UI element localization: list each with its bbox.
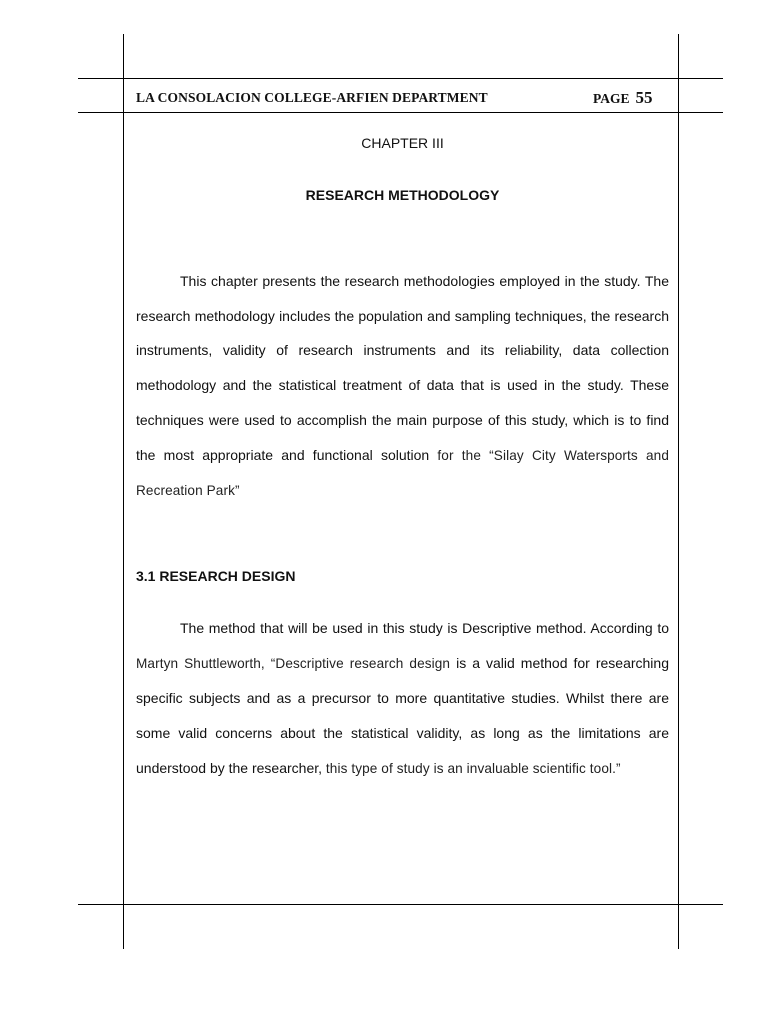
footer-rule — [78, 904, 723, 905]
intro-paragraph — [136, 264, 669, 509]
section-heading: 3.1 RESEARCH DESIGN — [136, 568, 296, 584]
design-text: The method that will be used in this study is Descriptive method. According to — [180, 620, 669, 636]
chapter-title: RESEARCH METHODOLOGY — [305, 187, 500, 203]
header-bottom-rule — [78, 112, 723, 113]
page-number: 55 — [635, 88, 653, 107]
right-margin-rule — [678, 34, 679, 949]
header-department: LA CONSOLACION COLLEGE-ARFIEN DEPARTMENT — [136, 90, 488, 105]
page-label: PAGE — [593, 91, 630, 106]
design-text-tail: this type of study is an invaluable scientific tool.” — [325, 760, 621, 776]
design-text-rest: is a valid method for researching specific subjects and as a precursor to more quantitative studies. Whilst there are some valid concerns about the statistical validity, as long as the limitations are understood by the researcher, — [136, 654, 669, 776]
intro-text-tail: for the “Silay City Watersports and Recreation Park” — [136, 447, 670, 499]
intro-text: This chapter presents the research methodologies employed in the study. The research methodology includes the population and sampling techniques, the research instruments, validity of research instruments and its reliability, data collection methodology and the statistical treatment of data that is used in the study. These techniques were used to accomplish the main purpose of this study, which is to find the most appropriate and functional solution — [136, 273, 669, 463]
header-page-number — [593, 88, 653, 108]
left-margin-rule — [123, 34, 124, 949]
header-top-rule — [78, 78, 723, 79]
chapter-label: CHAPTER III — [361, 135, 444, 151]
design-paragraph — [136, 611, 669, 787]
design-text-quote: Martyn Shuttleworth, “Descriptive research design — [136, 655, 451, 671]
